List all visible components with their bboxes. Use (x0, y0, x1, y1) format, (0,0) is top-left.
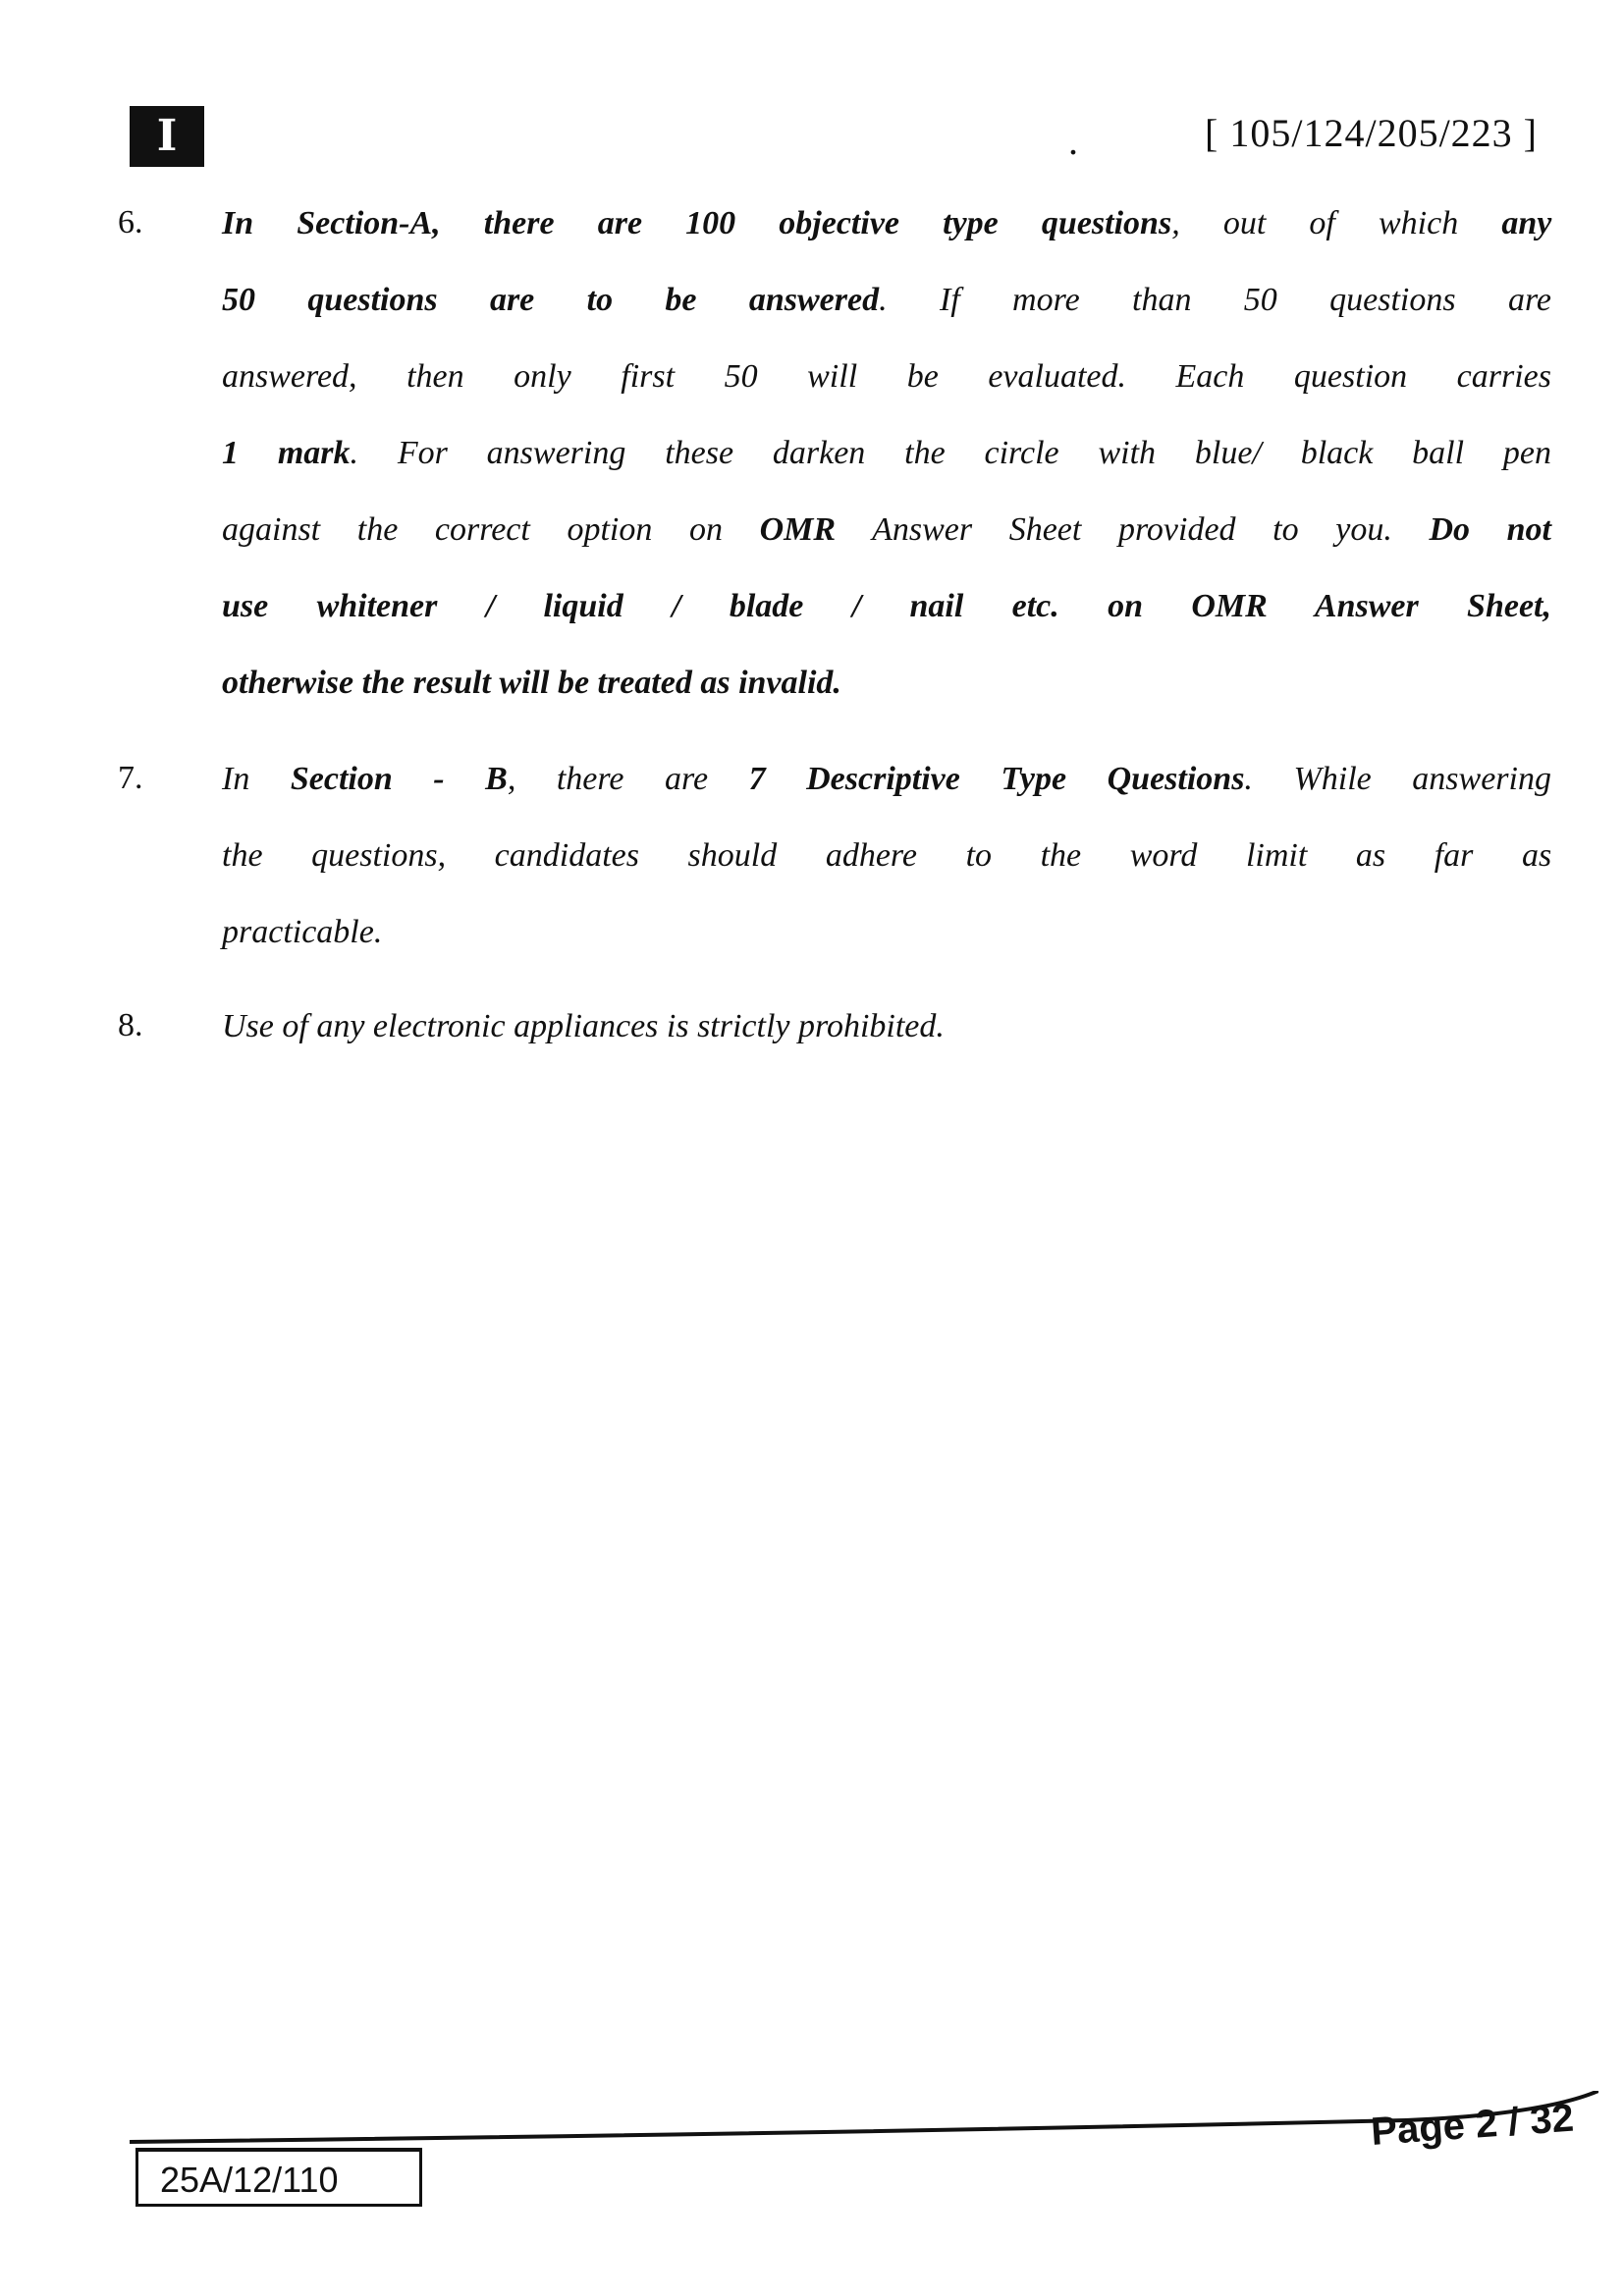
item-number: 7. (118, 760, 143, 796)
text-segment: the questions, candidates should adhere to the word limit as far as (222, 837, 1552, 874)
text-line (222, 836, 1551, 913)
text-segment: In (222, 761, 291, 797)
set-label-box: I (130, 106, 204, 167)
text-segment: . If more than 50 questions are (879, 282, 1552, 318)
bold-text: otherwise the result will be treated as invalid. (222, 665, 841, 701)
item-text (222, 1007, 1551, 1084)
text-segment: Use of any electronic appliances is strictly prohibited. (222, 1008, 945, 1044)
item-text (222, 204, 1551, 740)
page-number: Page 2 / 32 (1369, 2096, 1576, 2155)
text-segment: Answer Sheet provided to you. (836, 511, 1430, 548)
text-segment: answered, then only first 50 will be evaluated. Each question carries (222, 358, 1551, 395)
bold-text: OMR (759, 511, 837, 548)
text-line (222, 434, 1551, 510)
stray-dot: . (1068, 119, 1078, 163)
text-segment: . For answering these darken the circle with blue/ black ball pen (350, 435, 1551, 471)
bold-text: Do not (1429, 511, 1551, 548)
item-number: 6. (118, 204, 143, 240)
bold-text: use whitener / liquid / blade / nail etc. on OMR Answer Sheet, (222, 588, 1551, 624)
bold-text: 50 questions are to be answered (222, 282, 880, 318)
bold-text: 1 mark (222, 435, 351, 471)
text-line (222, 1007, 1551, 1084)
text-segment: , there are (507, 761, 749, 797)
text-line (222, 204, 1551, 281)
paper-codes: [ 105/124/205/223 ] (1205, 111, 1538, 155)
text-segment: , out of which (1171, 205, 1502, 241)
text-line (222, 587, 1551, 664)
text-segment: practicable. (222, 914, 383, 950)
text-line (222, 913, 1551, 989)
text-line (222, 760, 1551, 836)
booklet-code-box: 25A/12/110 (135, 2148, 422, 2207)
text-line (222, 281, 1551, 357)
item-number: 8. (118, 1007, 143, 1043)
text-line (222, 664, 1551, 740)
bold-text: any (1501, 205, 1552, 241)
text-line (222, 357, 1551, 434)
bold-text: Section - B (290, 761, 508, 797)
text-segment: . While answering (1244, 761, 1551, 797)
bold-text: In Section-A, there are 100 objective type questions (222, 205, 1172, 241)
bold-text: 7 Descriptive Type Questions (748, 761, 1245, 797)
text-segment: against the correct option on (222, 511, 760, 548)
item-text (222, 760, 1551, 989)
text-line (222, 510, 1551, 587)
